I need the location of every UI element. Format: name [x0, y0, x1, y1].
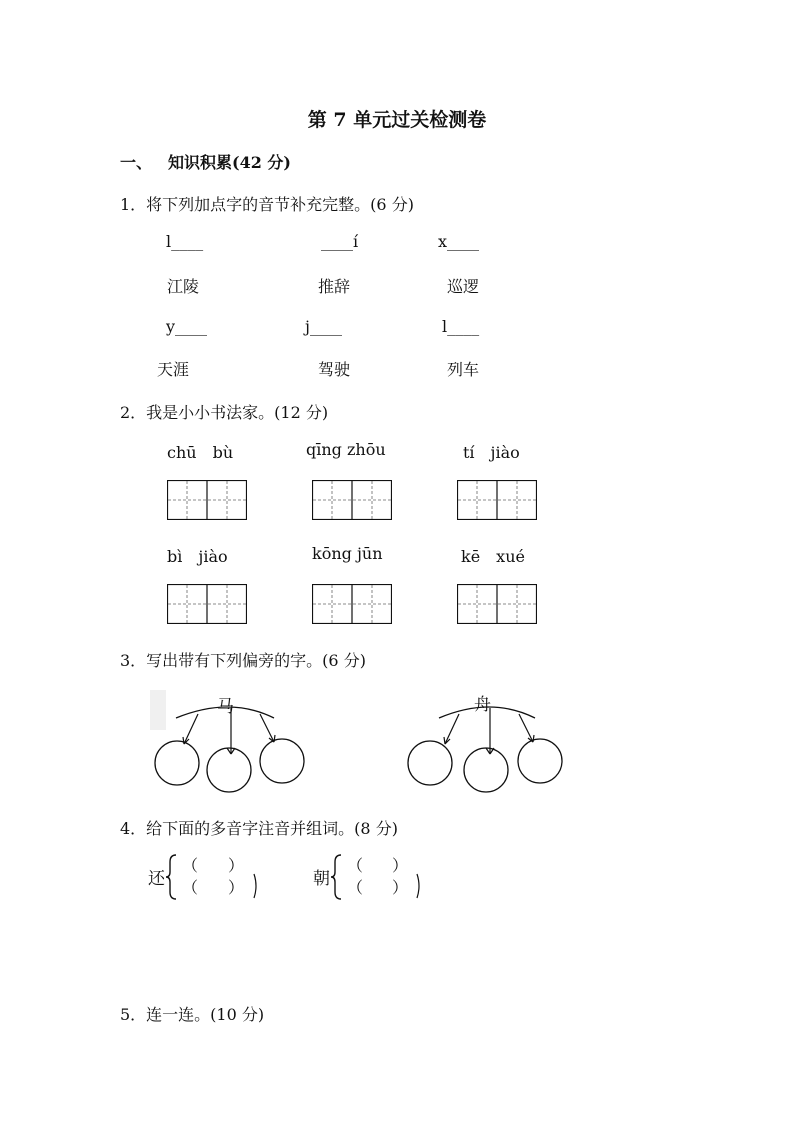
answer-paren-close[interactable]: ）	[392, 856, 409, 875]
answer-paren-close[interactable]: ）	[228, 856, 245, 875]
syllable-blank[interactable]: ____í	[321, 232, 359, 251]
question-2-prompt: 2．我是小小书法家。(12 分)	[120, 403, 329, 422]
tianzige-box[interactable]	[457, 584, 537, 624]
tianzige-box[interactable]	[457, 480, 537, 520]
radical-label: 舟	[474, 695, 491, 715]
vocab-word: 巡逻	[447, 277, 480, 296]
tianzige-box[interactable]	[312, 584, 392, 624]
page-title: 第 7 单元过关检测卷	[307, 109, 487, 131]
answer-circle	[464, 748, 508, 792]
question-3-prompt: 3．写出带有下列偏旁的字。(6 分)	[120, 651, 366, 670]
answer-paren-open[interactable]: （	[182, 878, 199, 897]
pinyin-label: kē xué	[461, 547, 525, 566]
brace-group	[166, 852, 266, 902]
syllable-blank[interactable]: l____	[442, 317, 480, 336]
vocab-word: 列车	[447, 360, 480, 379]
arrow-line	[519, 714, 533, 742]
vocab-word: 推辞	[318, 277, 351, 296]
answer-paren-close[interactable]: ）	[392, 878, 409, 897]
vocab-word: 江陵	[167, 277, 200, 296]
tianzige-box[interactable]	[312, 480, 392, 520]
answer-circle	[408, 741, 452, 785]
answer-paren-open[interactable]: （	[182, 856, 199, 875]
arrow-line	[445, 714, 459, 744]
arrow-line	[260, 714, 274, 742]
pinyin-label: qīng zhōu	[306, 440, 386, 459]
polyphone-char: 朝	[313, 869, 330, 889]
tianzige-box[interactable]	[167, 480, 247, 520]
pinyin-label: tí jiào	[463, 443, 520, 462]
answer-paren-close[interactable]: ）	[228, 878, 245, 897]
vocab-word: 天涯	[157, 360, 190, 379]
answer-paren-open[interactable]: （	[347, 878, 364, 897]
pinyin-label: bì jiào	[167, 547, 228, 566]
section-heading: 知识积累(42 分)	[168, 153, 291, 172]
section-number: 一、	[120, 153, 153, 172]
right-paren-mark	[254, 874, 256, 898]
syllable-blank[interactable]: l____	[166, 232, 204, 251]
answer-circle	[518, 739, 562, 783]
syllable-blank[interactable]: j____	[305, 317, 342, 336]
tianzige-box[interactable]	[167, 584, 247, 624]
answer-paren-open[interactable]: （	[347, 856, 364, 875]
pinyin-label: kōng jūn	[312, 544, 383, 563]
syllable-blank[interactable]: x____	[438, 232, 480, 251]
arrow-line	[184, 714, 198, 744]
polyphone-char: 还	[148, 869, 165, 889]
answer-circle	[155, 741, 199, 785]
question-5-prompt: 5．连一连。(10 分)	[120, 1005, 265, 1024]
left-brace	[331, 855, 341, 899]
brace-group	[331, 852, 431, 902]
question-1-prompt: 1．将下列加点字的音节补充完整。(6 分)	[120, 195, 414, 214]
vocab-word: 驾驶	[318, 360, 351, 379]
pinyin-label: chū bù	[167, 443, 234, 462]
right-paren-mark	[417, 874, 419, 898]
answer-circle	[207, 748, 251, 792]
syllable-blank[interactable]: y____	[166, 317, 208, 336]
question-4-prompt: 4．给下面的多音字注音并组词。(8 分)	[120, 819, 398, 838]
left-brace	[166, 855, 176, 899]
radical-label: 马	[217, 697, 234, 717]
answer-circle	[260, 739, 304, 783]
